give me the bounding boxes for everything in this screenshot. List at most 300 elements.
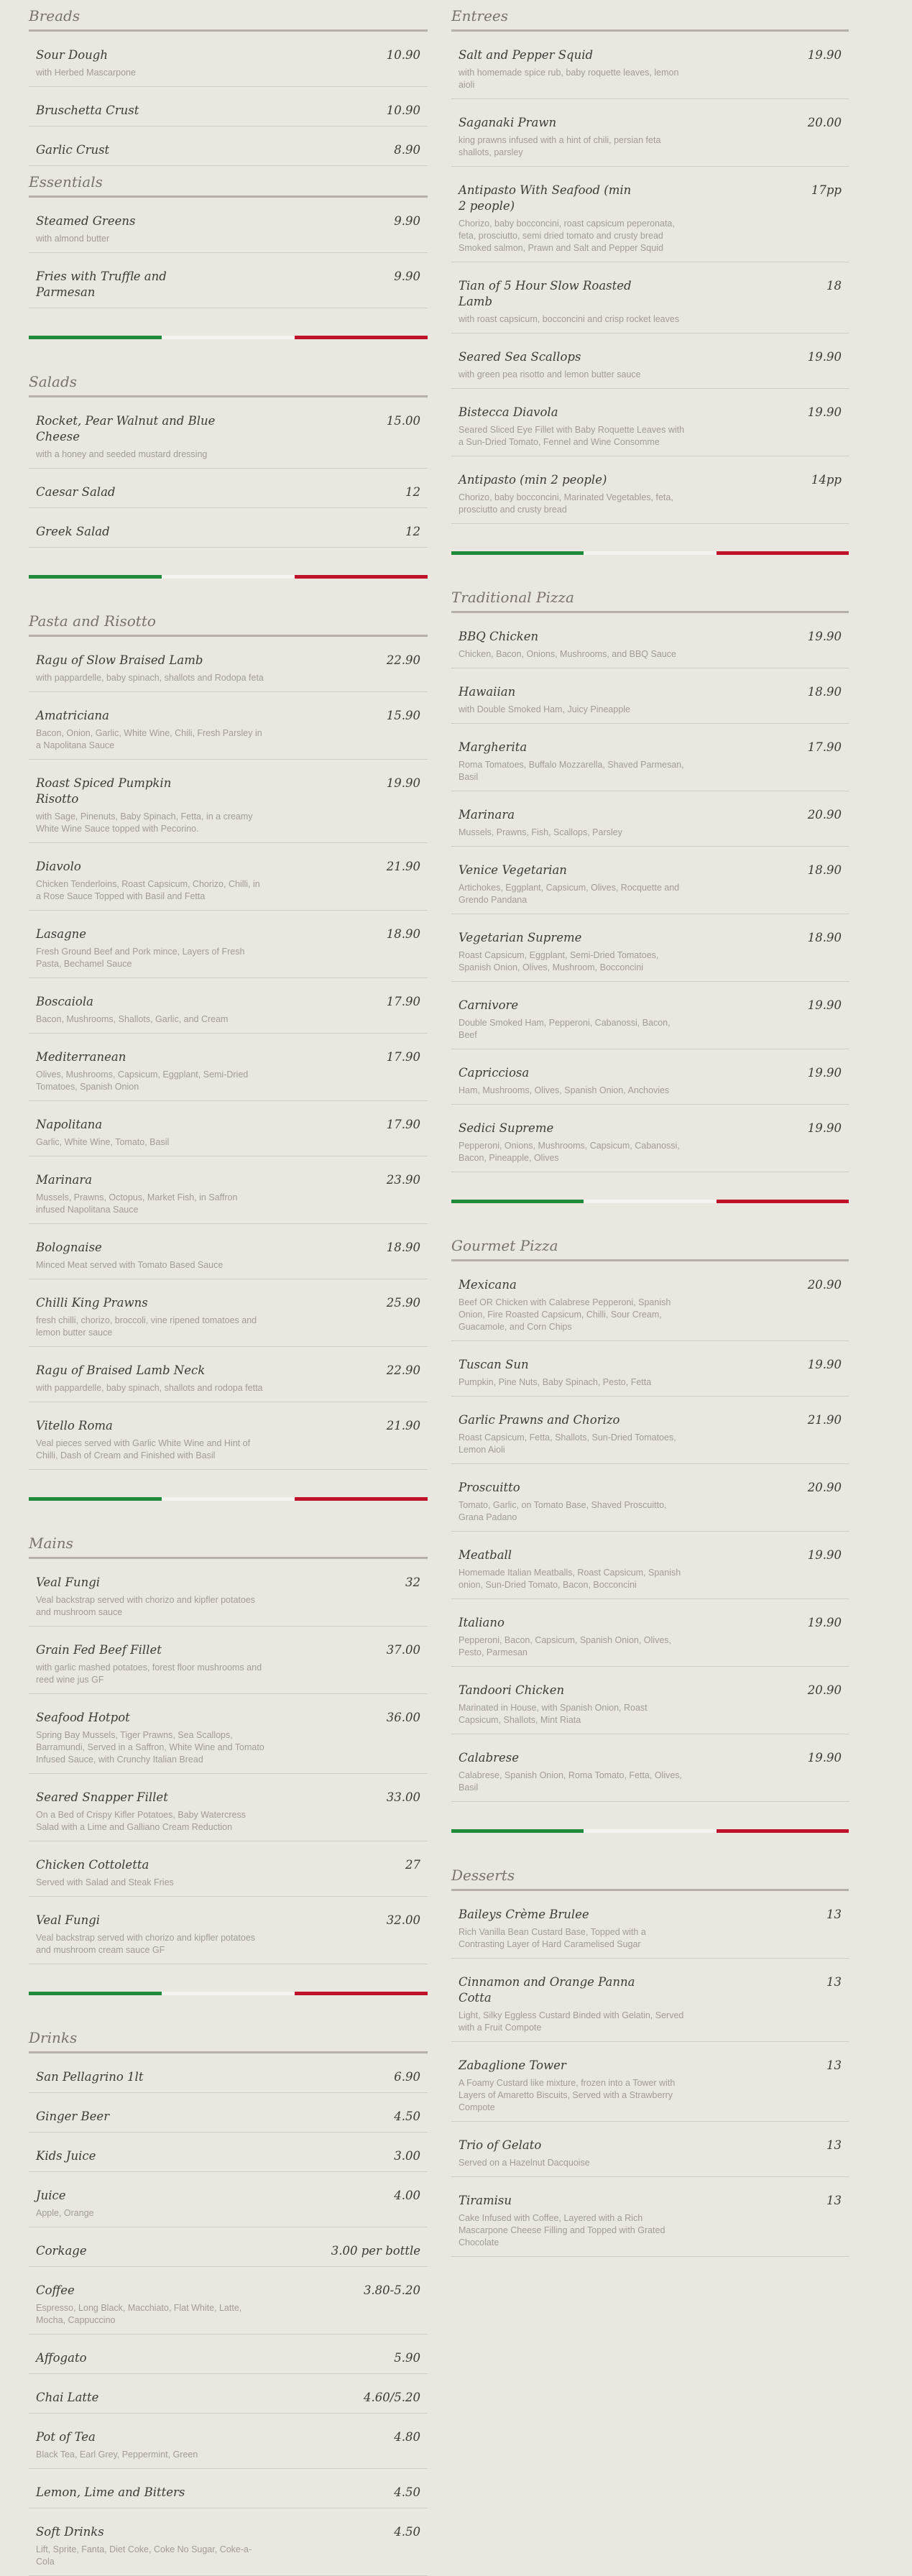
menu-item	[451, 389, 849, 456]
menu-item-description: with Sage, Pinenuts, Baby Spinach, Fetta, in a creamy White Wine Sauce topped with Pecorino.	[36, 811, 253, 834]
menu-item-name: Boscaiola	[36, 995, 93, 1008]
menu-items-list	[451, 1891, 849, 2257]
flag-white-stripe	[162, 1992, 295, 1995]
menu-item-header	[36, 994, 420, 1010]
menu-item-name: Seafood Hotpot	[36, 1711, 130, 1724]
menu-item-description: Mussels, Prawns, Fish, Scallops, Parsley	[459, 827, 622, 837]
menu-item	[451, 2042, 849, 2122]
menu-item-price: 15.00	[386, 414, 420, 428]
section-title: Drinks	[29, 2022, 428, 2053]
menu-item-description: Seared Sliced Eye Fillet with Baby Roquette Leaves with a Sun-Dried Tomato, Fennel and Wine Consomme	[459, 425, 685, 447]
flag-red-stripe	[295, 575, 428, 579]
menu-item	[29, 692, 428, 760]
menu-item	[29, 32, 428, 87]
menu-item-name: Diavolo	[36, 860, 81, 873]
menu-item-name: Vitello Roma	[36, 1419, 113, 1432]
menu-item-price: 20.90	[807, 1481, 842, 1494]
menu-item	[29, 2469, 428, 2508]
menu-item-header	[36, 1363, 420, 1379]
menu-item-header	[36, 2524, 420, 2540]
menu-item-price: 19.90	[807, 350, 842, 364]
menu-item-price: 10.90	[386, 104, 420, 117]
menu-item-price: 5.90	[394, 2351, 420, 2365]
menu-item-price: 10.90	[386, 48, 420, 62]
menu-item-name: Garlic Crust	[36, 143, 110, 157]
menu-item	[29, 2414, 428, 2469]
menu-item-name: Coffee	[36, 2283, 75, 2297]
menu-item-header	[459, 183, 842, 214]
menu-item-name: Mediterranean	[36, 1050, 126, 1064]
menu-item-header	[459, 1974, 842, 2006]
italian-flag-divider	[29, 575, 428, 579]
menu-item-header	[36, 1049, 420, 1065]
menu-item-name: Tandoori Chicken	[459, 1683, 565, 1697]
menu-item	[451, 1397, 849, 1464]
menu-item-description: with homemade spice rub, baby roquette leaves, lemon aioli	[459, 68, 679, 90]
menu-item-header	[459, 1357, 842, 1373]
menu-item-price: 4.50	[394, 2110, 420, 2123]
menu-item-name: Veal Fungi	[36, 1913, 101, 1927]
menu-item	[451, 982, 849, 1049]
menu-item-name: Napolitana	[36, 1118, 103, 1131]
menu-item-description: Minced Meat served with Tomato Based Sauce	[36, 1260, 224, 1270]
menu-item-name: Bolognaise	[36, 1241, 102, 1254]
menu-item-price: 3.00 per bottle	[331, 2244, 420, 2258]
menu-item-description: Garlic, White Wine, Tomato, Basil	[36, 1137, 170, 1147]
menu-item-header	[36, 1857, 420, 1873]
menu-item-price: 9.90	[394, 214, 420, 228]
menu-item-header	[36, 2390, 420, 2406]
menu-item-name: Marinara	[459, 808, 515, 822]
menu-item	[29, 1841, 428, 1897]
menu-item-header	[459, 47, 842, 63]
menu-item-price: 19.90	[807, 1358, 842, 1371]
menu-item-description: with pappardelle, baby spinach, shallots and Rodopa feta	[36, 673, 264, 683]
menu-item	[29, 253, 428, 308]
menu-item-header	[459, 998, 842, 1013]
section-title: Pasta and Risotto	[29, 605, 428, 637]
menu-item	[29, 1897, 428, 1964]
menu-item-name: Cinnamon and Orange Panna Cotta	[459, 1975, 635, 2005]
menu-item-price: 8.90	[394, 143, 420, 157]
menu-item-header	[36, 2350, 420, 2366]
menu-item-price: 25.90	[386, 1296, 420, 1310]
menu-item	[451, 1599, 849, 1667]
menu-item-description: Roma Tomatoes, Buffalo Mozzarella, Shaved Parmesan, Basil	[459, 760, 684, 782]
menu-item-description: Mussels, Prawns, Octopus, Market Fish, in Saffron infused Napolitana Sauce	[36, 1192, 238, 1215]
menu-item-name: Roast Spiced Pumpkin Risotto	[36, 776, 172, 806]
menu-item-name: Bistecca Diavola	[459, 405, 558, 419]
menu-item	[451, 262, 849, 334]
menu-item-name: Chai Latte	[36, 2391, 99, 2404]
menu-item-name: Amatriciana	[36, 709, 110, 722]
menu-item	[451, 1891, 849, 1959]
menu-item-header	[459, 1480, 842, 1496]
menu-item-header	[36, 1117, 420, 1133]
menu-item-description: Bacon, Onion, Garlic, White Wine, Chili, Fresh Parsley in a Napolitana Sauce	[36, 728, 262, 750]
menu-item-name: Sedici Supreme	[459, 1121, 554, 1135]
menu-item-name: Tuscan Sun	[459, 1358, 529, 1371]
flag-green-stripe	[451, 1200, 584, 1203]
menu-item-name: Affogato	[36, 2351, 87, 2365]
menu-item-price: 17pp	[811, 183, 842, 197]
menu-item-header	[459, 405, 842, 420]
menu-item-header	[459, 1121, 842, 1136]
menu-item-name: Fries with Truffle and Parmesan	[36, 270, 167, 299]
menu-item-name: Capricciosa	[459, 1066, 530, 1080]
menu-item	[451, 456, 849, 524]
menu-item-price: 18	[826, 279, 842, 293]
menu-item-header	[459, 472, 842, 488]
menu-item-name: Juice	[36, 2189, 66, 2202]
menu-item	[29, 2334, 428, 2374]
menu-item	[451, 334, 849, 389]
menu-item-description: Double Smoked Ham, Pepperoni, Cabanossi, Bacon, Beef	[459, 1018, 671, 1040]
menu-item-description: Chicken Tenderloins, Roast Capsicum, Chorizo, Chilli, in a Rose Sauce Topped with Basil and Fetta	[36, 879, 260, 901]
menu-item	[451, 914, 849, 982]
menu-item-header	[36, 859, 420, 875]
menu-item-price: 3.00	[394, 2149, 420, 2163]
flag-red-stripe	[295, 336, 428, 339]
flag-red-stripe	[295, 1497, 428, 1501]
menu-item-price: 23.90	[386, 1173, 420, 1187]
menu-item-price: 19.90	[807, 1121, 842, 1135]
menu-item-header	[36, 47, 420, 63]
menu-item	[29, 1224, 428, 1279]
menu-item-description: Veal backstrap served with chorizo and kipfler potatoes and mushroom cream sauce GF	[36, 1933, 256, 1955]
menu-item-price: 17.90	[386, 995, 420, 1008]
menu-item-description: Fresh Ground Beef and Pork mince, Layers of Fresh Pasta, Bechamel Sauce	[36, 947, 245, 969]
flag-red-stripe	[717, 1829, 849, 1833]
menu-item-header	[36, 484, 420, 500]
menu-item-name: Rocket, Pear Walnut and Blue Cheese	[36, 414, 216, 443]
menu-item-name: Caesar Salad	[36, 485, 116, 499]
menu-item	[451, 1532, 849, 1599]
menu-item-name: Mexicana	[459, 1278, 517, 1292]
menu-item-price: 36.00	[386, 1711, 420, 1724]
menu-item-description: Homemade Italian Meatballs, Roast Capsicum, Spanish onion, Sun-Dried Tomato, Bacon, Bocconcini	[459, 1568, 681, 1590]
menu-item	[451, 2177, 849, 2257]
menu-item	[29, 1559, 428, 1627]
menu-item-header	[459, 1683, 842, 1698]
menu-item	[29, 1402, 428, 1470]
menu-section-gourmet-pizza	[451, 1230, 849, 1802]
menu-item-description: Roast Capsicum, Eggplant, Semi-Dried Tomatoes, Spanish Onion, Olives, Mushroom, Bocconcini	[459, 950, 659, 972]
menu-item-name: Marinara	[36, 1173, 93, 1187]
menu-item	[29, 760, 428, 843]
menu-item-description: Tomato, Garlic, on Tomato Base, Shaved Proscuitto, Grana Padano	[459, 1500, 667, 1522]
menu-item-name: Kids Juice	[36, 2149, 96, 2163]
menu-item-price: 17.90	[386, 1050, 420, 1064]
menu-item-header	[36, 1240, 420, 1256]
menu-item-description: king prawns infused with a hint of chili, persian feta shallots, parsley	[459, 135, 661, 157]
menu-item-description: Calabrese, Spanish Onion, Roma Tomato, Fetta, Olives, Basil	[459, 1770, 683, 1793]
menu-item-name: Salt and Pepper Squid	[459, 48, 594, 62]
menu-item-header	[36, 1642, 420, 1658]
menu-item-header	[459, 2138, 842, 2153]
menu-item	[29, 397, 428, 469]
menu-item	[29, 508, 428, 548]
menu-item-header	[459, 278, 842, 310]
menu-section-desserts	[451, 1859, 849, 2257]
menu-item-name: Carnivore	[459, 998, 519, 1012]
menu-item-description: Artichokes, Eggplant, Capsicum, Olives, Rocquette and Grendo Pandana	[459, 883, 680, 905]
menu-item-price: 17.90	[386, 1118, 420, 1131]
menu-item-header	[459, 740, 842, 755]
flag-green-stripe	[29, 1992, 162, 1995]
menu-item-name: Proscuitto	[459, 1481, 520, 1494]
menu-item-name: Ginger Beer	[36, 2110, 110, 2123]
menu-item	[29, 1347, 428, 1402]
menu-item-description: fresh chilli, chorizo, broccoli, vine ripened tomatoes and lemon butter sauce	[36, 1315, 257, 1338]
menu-item-price: 20.90	[807, 1278, 842, 1292]
menu-item-description: Veal pieces served with Garlic White Wine and Hint of Chilli, Dash of Cream and Finished with Basil	[36, 1438, 251, 1460]
menu-item-header	[459, 115, 842, 131]
menu-item-price: 19.90	[807, 1066, 842, 1080]
menu-item	[451, 1959, 849, 2042]
menu-item-header	[36, 2069, 420, 2085]
menu-item-description: with Double Smoked Ham, Juicy Pineapple	[459, 704, 631, 714]
menu-item-name: Corkage	[36, 2244, 87, 2258]
menu-item-price: 4.50	[394, 2525, 420, 2539]
italian-flag-divider	[29, 1497, 428, 1501]
menu-item-header	[36, 1710, 420, 1726]
menu-item-description: Cake Infused with Coffee, Layered with a Rich Mascarpone Cheese Filling and Topped with Grated Chocolate	[459, 2213, 665, 2248]
menu-item	[451, 2122, 849, 2177]
menu-item-description: Chorizo, baby bocconcini, Marinated Vegetables, feta, prosciutto and crusty bread	[459, 492, 673, 515]
menu-items-list	[451, 32, 849, 524]
section-title: Salads	[29, 366, 428, 397]
menu-item-price: 18.90	[386, 927, 420, 941]
menu-item	[29, 1101, 428, 1156]
menu-item-description: Black Tea, Earl Grey, Peppermint, Green	[36, 2450, 198, 2460]
menu-item-name: Grain Fed Beef Fillet	[36, 1643, 162, 1657]
menu-item-name: Bruschetta Crust	[36, 104, 139, 117]
flag-white-stripe	[584, 1829, 716, 1833]
menu-item-name: Saganaki Prawn	[459, 116, 557, 129]
menu-section-traditional-pizza	[451, 581, 849, 1172]
menu-item-description: Light, Silky Eggless Custard Binded with Gelatin, Served with a Fruit Compote	[459, 2010, 684, 2033]
menu-section-mains	[29, 1527, 428, 1964]
menu-item	[451, 1261, 849, 1341]
menu-item	[29, 2133, 428, 2172]
menu-item-price: 19.90	[807, 630, 842, 643]
menu-item-header	[36, 926, 420, 942]
section-title: Breads	[29, 0, 428, 32]
menu-items-list	[29, 198, 428, 308]
italian-flag-divider	[451, 551, 849, 555]
italian-flag-divider	[451, 1829, 849, 1833]
menu-item-price: 13	[826, 1908, 842, 1921]
menu-item-price: 12	[405, 485, 420, 499]
menu-item-price: 22.90	[386, 1363, 420, 1377]
menu-item	[29, 1156, 428, 1224]
flag-white-stripe	[162, 575, 295, 579]
flag-green-stripe	[451, 1829, 584, 1833]
menu-item-header	[459, 1907, 842, 1923]
flag-white-stripe	[162, 336, 295, 339]
menu-items-list	[29, 1559, 428, 1964]
menu-item-price: 32.00	[386, 1913, 420, 1927]
menu-items-list	[29, 32, 428, 166]
menu-item-description: Served on a Hazelnut Dacquoise	[459, 2158, 590, 2168]
menu-item-header	[459, 1277, 842, 1293]
menu-item-price: 19.90	[386, 776, 420, 790]
menu-item-description: Olives, Mushrooms, Capsicum, Eggplant, Semi-Dried Tomatoes, Spanish Onion	[36, 1070, 249, 1092]
menu-item	[29, 637, 428, 692]
menu-item-name: Italiano	[459, 1616, 505, 1629]
menu-item-name: Ragu of Braised Lamb Neck	[36, 1363, 206, 1377]
menu-item-price: 21.90	[386, 1419, 420, 1432]
menu-item-price: 19.90	[807, 48, 842, 62]
menu-item-header	[36, 2109, 420, 2125]
menu-item-description: with roast capsicum, bocconcini and crisp rocket leaves	[459, 314, 680, 324]
italian-flag-divider	[451, 1200, 849, 1203]
menu-item-header	[36, 708, 420, 724]
menu-items-list	[451, 613, 849, 1172]
menu-item-description: Spring Bay Mussels, Tiger Prawns, Sea Scallops, Barramundi, Served in a Saffron, White Wine and Tomato Infused Sauce, with Crunchy Italian Bread	[36, 1730, 264, 1765]
menu-item-description: Pepperoni, Onions, Mushrooms, Capsicum, Cabanossi, Bacon, Pineapple, Olives	[459, 1141, 680, 1163]
menu-item-price: 14pp	[811, 473, 842, 487]
menu-item-header	[36, 1913, 420, 1928]
menu-item-description: Roast Capsicum, Fetta, Shallots, Sun-Dried Tomatoes, Lemon Aioli	[459, 1432, 676, 1455]
menu-item-description: Served with Salad and Steak Fries	[36, 1877, 174, 1887]
menu-item	[29, 978, 428, 1034]
menu-item-price: 37.00	[386, 1643, 420, 1657]
menu-item-name: Greek Salad	[36, 525, 110, 538]
menu-item	[29, 2227, 428, 2267]
menu-item	[29, 2267, 428, 2334]
menu-item-price: 9.90	[394, 270, 420, 283]
flag-white-stripe	[584, 1200, 716, 1203]
menu-item-price: 13	[826, 1975, 842, 1989]
flag-white-stripe	[162, 1497, 295, 1501]
menu-item-price: 19.90	[807, 1751, 842, 1765]
menu-section-essentials	[29, 166, 428, 308]
menu-item-header	[459, 862, 842, 878]
menu-section-breads	[29, 0, 428, 166]
flag-green-stripe	[451, 551, 584, 555]
menu-item-description: Ham, Mushrooms, Olives, Spanish Onion, Anchovies	[459, 1085, 670, 1095]
menu-item-header	[459, 1412, 842, 1428]
menu-item-header	[36, 142, 420, 158]
menu-item-header	[459, 2058, 842, 2074]
section-title: Entrees	[451, 0, 849, 32]
menu-item-header	[36, 1575, 420, 1591]
menu-item-price: 13	[826, 2138, 842, 2152]
menu-item-header	[36, 1295, 420, 1311]
menu-item	[451, 613, 849, 668]
menu-item-description: Rich Vanilla Bean Custard Base, Topped with a Contrasting Layer of Hard Caramelised Sugar	[459, 1927, 646, 1949]
menu-section-pasta-and-risotto	[29, 605, 428, 1470]
italian-flag-divider	[29, 1992, 428, 1995]
menu-item	[451, 1734, 849, 1802]
menu-item-name: Tiramisu	[459, 2194, 512, 2207]
menu-item-header	[36, 653, 420, 668]
flag-red-stripe	[717, 551, 849, 555]
menu-item-price: 21.90	[807, 1413, 842, 1427]
menu-item-name: Hawaiian	[459, 685, 516, 699]
menu-item-name: Trio of Gelato	[459, 2138, 542, 2152]
menu-item-description: with almond butter	[36, 234, 110, 244]
menu-item-name: Baileys Crème Brulee	[459, 1908, 589, 1921]
section-title: Gourmet Pizza	[451, 1230, 849, 1261]
menu-item-description: Apple, Orange	[36, 2208, 94, 2218]
menu-item	[451, 1464, 849, 1532]
menu-item-header	[459, 1615, 842, 1631]
menu-item-name: Pot of Tea	[36, 2430, 96, 2444]
menu-item	[29, 2053, 428, 2093]
menu-item-price: 19.90	[807, 998, 842, 1012]
menu-item-price: 32	[405, 1576, 420, 1589]
menu-item-name: Veal Fungi	[36, 1576, 101, 1589]
section-title: Traditional Pizza	[451, 581, 849, 613]
menu-item-name: Tian of 5 Hour Slow Roasted Lamb	[459, 279, 632, 308]
menu-item-description: with green pea risotto and lemon butter sauce	[459, 369, 641, 380]
menu-item-name: Antipasto (min 2 people)	[459, 473, 607, 487]
menu-item	[451, 1105, 849, 1172]
menu-item	[451, 791, 849, 847]
menu-item-header	[36, 2485, 420, 2501]
italian-flag-divider	[29, 336, 428, 339]
menu-item	[29, 1774, 428, 1841]
menu-item-header	[36, 413, 420, 445]
menu-item-header	[36, 2148, 420, 2164]
menu-item-description: with pappardelle, baby spinach, shallots and rodopa fetta	[36, 1383, 263, 1393]
menu-item-description: with Herbed Mascarpone	[36, 68, 136, 78]
menu-item	[29, 1627, 428, 1694]
menu-item-name: Lemon, Lime and Bitters	[36, 2485, 185, 2499]
menu-section-entrees	[451, 0, 849, 524]
menu-item-name: Steamed Greens	[36, 214, 136, 228]
menu-item-price: 20.90	[807, 808, 842, 822]
menu-item-header	[36, 1172, 420, 1188]
menu-item-name: Chicken Cottoletta	[36, 1858, 149, 1872]
menu-item-name: Seared Snapper Fillet	[36, 1790, 168, 1804]
menu-item-header	[459, 684, 842, 700]
menu-item-header	[36, 269, 420, 300]
menu-item-price: 4.50	[394, 2485, 420, 2499]
menu-item-name: Margherita	[459, 740, 528, 754]
menu-item-header	[459, 1065, 842, 1081]
section-title: Essentials	[29, 166, 428, 198]
menu-item-price: 15.90	[386, 709, 420, 722]
menu-item-price: 18.90	[807, 863, 842, 877]
menu-item	[29, 87, 428, 126]
section-title: Desserts	[451, 1859, 849, 1891]
menu-item-name: Meatball	[459, 1548, 512, 1562]
menu-item-header	[459, 629, 842, 645]
menu-item-price: 17.90	[807, 740, 842, 754]
menu-item	[451, 847, 849, 914]
menu-item-price: 18.90	[386, 1241, 420, 1254]
menu-item-name: Calabrese	[459, 1751, 520, 1765]
menu-item-header	[36, 103, 420, 119]
menu-item-price: 33.00	[386, 1790, 420, 1804]
menu-item-header	[459, 1750, 842, 1766]
menu-item-name: Ragu of Slow Braised Lamb	[36, 653, 203, 667]
menu-item-header	[36, 2243, 420, 2259]
menu-item-name: Vegetarian Supreme	[459, 931, 582, 944]
menu-item-price: 4.60/5.20	[363, 2391, 420, 2404]
menu-item-description: with a honey and seeded mustard dressing	[36, 449, 208, 459]
menu-item-price: 6.90	[394, 2070, 420, 2084]
menu-items-list	[451, 1261, 849, 1802]
menu-item	[29, 1279, 428, 1347]
menu-item-name: Zabaglione Tower	[459, 2058, 566, 2072]
menu-item-description: Beef OR Chicken with Calabrese Pepperoni, Spanish Onion, Fire Roasted Capsicum, Chilli, Sour Cream, Guacamole, and Corn Chips	[459, 1297, 671, 1332]
menu-item-price: 18.90	[807, 685, 842, 699]
